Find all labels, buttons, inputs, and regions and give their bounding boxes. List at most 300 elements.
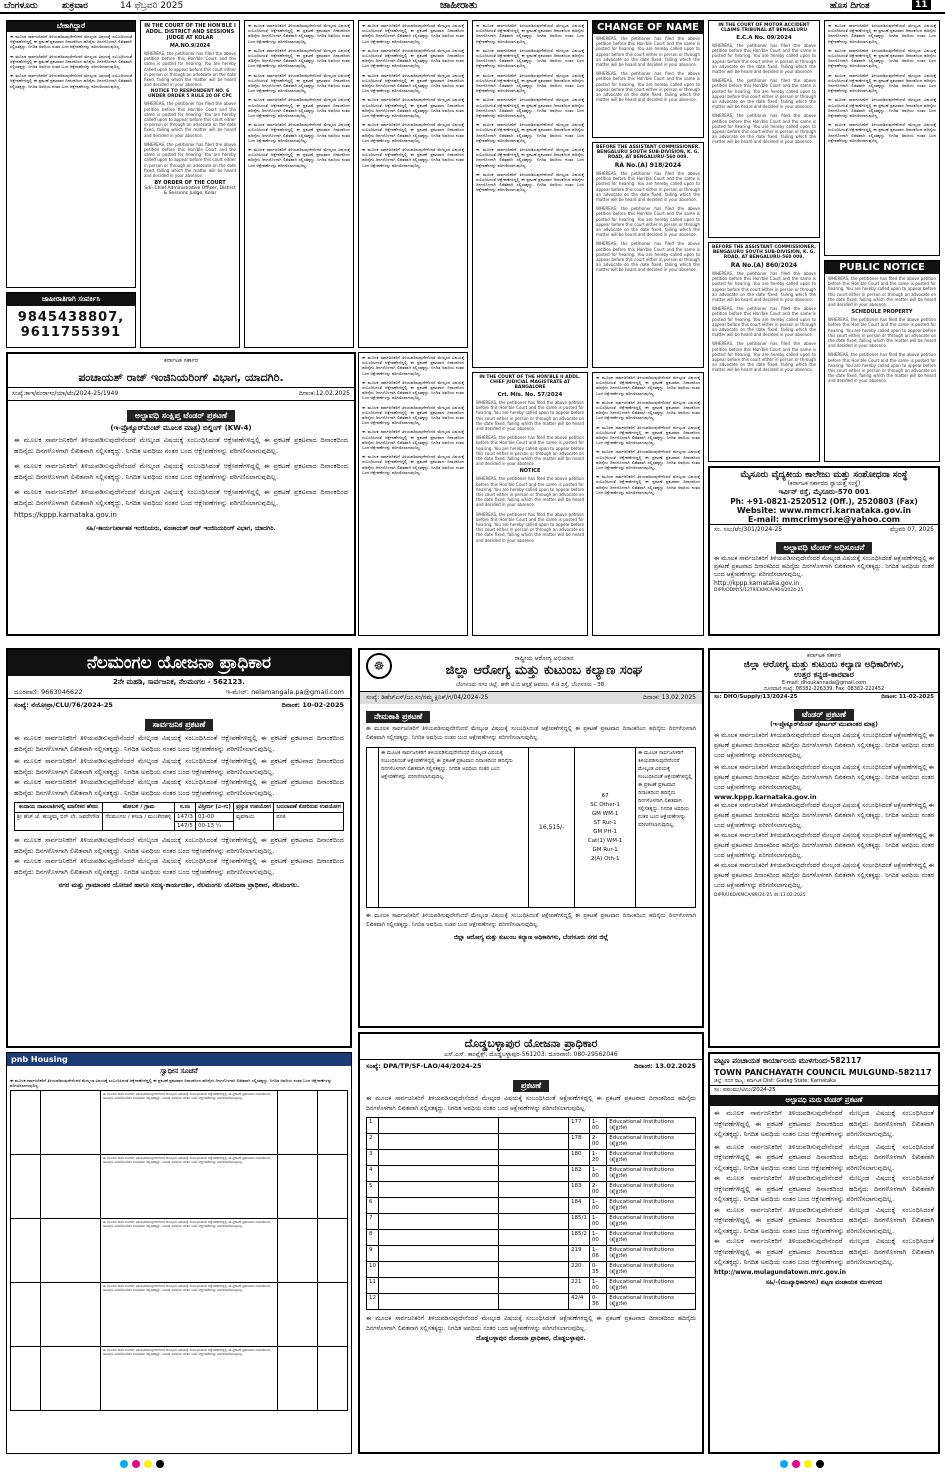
court-chief-notice [472, 372, 588, 636]
health-posts: 67 [601, 792, 609, 799]
col4-body-3: ಈ ಮೂಲಕ ಸಾರ್ವಜನಿಕರಿಗೆ ತಿಳಿಯಪಡಿಸುವುದೇನೆಂದರೆ ಮೇಲ್ಕಂಡ ವಿಷಯಕ್ಕೆ ಸಂಬಂಧಿಸಿದಂತೆ ಆಕ್ಷೇಪಣೆಗಳಿದ್ದಲ್ಲಿ ಈ ಪ್ರಕಟಣೆ ಪ್ರಕಟವಾದ ದಿನಾಂಕದಿಂದ ಹದಿನೈದು ದಿನಗಳೊಳಗಾಗಿ ಲಿಖಿತವಾಗಿ ಸಲ್ಲಿಸತಕ್ಕದ್ದು. ನಿಗದಿತ ಅವಧಿಯ ನಂತರ ಬಂದ ಆಕ್ಷೇಪಣೆಗಳನ್ನು ಪರಿಗಣಿಸಲಾಗುವುದಿಲ್ಲ. [362, 72, 464, 94]
pnb-title: ಸ್ವಾಧೀನ ಸೂಚನೆ [160, 1067, 198, 1075]
dba-area: 1-00 [589, 1278, 606, 1294]
nel-th-survey: ಸ.ನಂ [174, 803, 195, 813]
uk-body-3: ಈ ಮೂಲಕ ಸಾರ್ವಜನಿಕರಿಗೆ ತಿಳಿಯಪಡಿಸುವುದೇನೆಂದರೆ ಮೇಲ್ಕಂಡ ವಿಷಯಕ್ಕೆ ಸಂಬಂಧಿಸಿದಂತೆ ಆಕ್ಷೇಪಣೆಗಳಿದ್ದಲ್ಲಿ ಈ ಪ್ರಕಟಣೆ ಪ್ರಕಟವಾದ ದಿನಾಂಕದಿಂದ ಹದಿನೈದು ದಿನಗಳೊಳಗಾಗಿ ಲಿಖಿತವಾಗಿ ಸಲ್ಲಿಸತಕ್ಕದ್ದು. ನಿಗದಿತ ಅವಧಿಯ ನಂತರ ಬಂದ ಆಕ್ಷೇಪಣೆಗಳನ್ನು ಪರಿಗಣಿಸಲಾಗುವುದಿಲ್ಲ. [714, 802, 934, 829]
legal-notice-col5 [472, 20, 588, 368]
col8-body-4: ಈ ಮೂಲಕ ಸಾರ್ವಜನಿಕರಿಗೆ ತಿಳಿಯಪಡಿಸುವುದೇನೆಂದರೆ ಮೇಲ್ಕಂಡ ವಿಷಯಕ್ಕೆ ಸಂಬಂಧಿಸಿದಂತೆ ಆಕ್ಷೇಪಣೆಗಳಿದ್ದಲ್ಲಿ ಈ ಪ್ರಕಟಣೆ ಪ್ರಕಟವಾದ ದಿನಾಂಕದಿಂದ ಹದಿನೈದು ದಿನಗಳೊಳಗಾಗಿ ಲಿಖಿತವಾಗಿ ಸಲ್ಲಿಸತಕ್ಕದ್ದು. ನಿಗದಿತ ಅವಧಿಯ ನಂತರ ಬಂದ ಆಕ್ಷೇಪಣೆಗಳನ್ನು ಪರಿಗಣಿಸಲಾಗುವುದಿಲ್ಲ. [828, 97, 936, 119]
nel-addr: 2ನೇ ಮಹಡಿ, ಸಾರ್ವಜನಿಕ, ನೆಲಮಂಗಲ - 562123. [113, 678, 245, 686]
legal-notice-col3 [244, 20, 354, 348]
health-ref: ಸಂಖ್ಯೆ: ಡಿಹೆಚ್‌ಎಸ್/ಜಂ.ಸಂ/ನಮ್ಮ ಕ್ಲಿನಿಕ್/ಗ/04/2024-25 [366, 694, 489, 701]
nel-date: ದಿನಾಂಕ: 10-02-2025 [281, 701, 344, 709]
legal-notice-col4 [358, 20, 468, 348]
ads-phone-2: 9611755391 [20, 325, 122, 340]
col6l-body-2: ಈ ಮೂಲಕ ಸಾರ್ವಜನಿಕರಿಗೆ ತಿಳಿಯಪಡಿಸುವುದೇನೆಂದರೆ ಮೇಲ್ಕಂಡ ವಿಷಯಕ್ಕೆ ಸಂಬಂಧಿಸಿದಂತೆ ಆಕ್ಷೇಪಣೆಗಳಿದ್ದಲ್ಲಿ ಈ ಪ್ರಕಟಣೆ ಪ್ರಕಟವಾದ ದಿನಾಂಕದಿಂದ ಹದಿನೈದು ದಿನಗಳೊಳಗಾಗಿ ಲಿಖಿತವಾಗಿ ಸಲ್ಲಿಸತಕ್ಕದ್ದು. ನಿಗದಿತ ಅವಧಿಯ ನಂತರ ಬಂದ ಆಕ್ಷೇಪಣೆಗಳನ್ನು ಪರಿಗಣಿಸಲಾಗುವುದಿಲ್ಲ. [596, 399, 700, 421]
table-row [367, 1214, 696, 1230]
mmc-body: ಈ ಮೂಲಕ ಸಾರ್ವಜನಿಕರಿಗೆ ತಿಳಿಯಪಡಿಸುವುದೇನೆಂದರೆ ಮೇಲ್ಕಂಡ ವಿಷಯಕ್ಕೆ ಸಂಬಂಧಿಸಿದಂತೆ ಆಕ್ಷೇಪಣೆಗಳಿದ್ದಲ್ಲಿ ಈ ಪ್ರಕಟಣೆ ಪ್ರಕಟವಾದ ದಿನಾಂಕದಿಂದ ಹದಿನೈದು ದಿನಗಳೊಳಗಾಗಿ ಲಿಖಿತವಾಗಿ ಸಲ್ಲಿಸತಕ್ಕದ್ದು. ನಿಗದಿತ ಅವಧಿಯ ನಂತರ ಬಂದ ಆಕ್ಷೇಪಣೆಗಳನ್ನು ಪರಿಗಣಿಸಲಾಗುವುದಿಲ್ಲ. [714, 555, 934, 578]
dba-table [366, 1117, 696, 1310]
court-chief-notice-label: NOTICE [519, 468, 541, 475]
dba-row-no: 3 [367, 1150, 379, 1166]
asst-comm2-body-3: WHEREAS, the petitioner has filed the above petition before this Hon'ble Court and the same is posted for hearing. You are hereby called upon to appear before this court either in person or through an advocate on the date fixed, failing which the matter will be heard and decided in your absence. [712, 341, 816, 373]
dba-use: Educational Institutions (ಶೈಕ್ಷಣಿಕ) [607, 1294, 696, 1310]
col4-body-1: ಈ ಮೂಲಕ ಸಾರ್ವಜನಿಕರಿಗೆ ತಿಳಿಯಪಡಿಸುವುದೇನೆಂದರೆ ಮೇಲ್ಕಂಡ ವಿಷಯಕ್ಕೆ ಸಂಬಂಧಿಸಿದಂತೆ ಆಕ್ಷೇಪಣೆಗಳಿದ್ದಲ್ಲಿ ಈ ಪ್ರಕಟಣೆ ಪ್ರಕಟವಾದ ದಿನಾಂಕದಿಂದ ಹದಿನೈದು ದಿನಗಳೊಳಗಾಗಿ ಲಿಖಿತವಾಗಿ ಸಲ್ಲಿಸತಕ್ಕದ್ದು. ನಿಗದಿತ ಅವಧಿಯ ನಂತರ ಬಂದ ಆಕ್ಷೇಪಣೆಗಳನ್ನು ಪರಿಗಣಿಸಲಾಗುವುದಿಲ್ಲ. [362, 23, 464, 44]
mul-ref: ಸಂ: ಪಪಂಮು/ಟಿಎಂ/2024-25 [714, 1087, 776, 1093]
health-docs: ಈ ಮೂಲಕ ಸಾರ್ವಜನಿಕರಿಗೆ ತಿಳಿಯಪಡಿಸುವುದೇನೆಂದರೆ ಮೇಲ್ಕಂಡ ವಿಷಯಕ್ಕೆ ಸಂಬಂಧಿಸಿದಂತೆ ಆಕ್ಷೇಪಣೆಗಳಿದ್ದಲ್ಲಿ ಈ ಪ್ರಕಟಣೆ ಪ್ರಕಟವಾದ ದಿನಾಂಕದಿಂದ ಹದಿನೈದು ದಿನಗಳೊಳಗಾಗಿ ಲಿಖಿತವಾಗಿ ಸಲ್ಲಿಸತಕ್ಕದ್ದು. ನಿಗದಿತ ಅವಧಿಯ ನಂತರ ಬಂದ ಆಕ್ಷೇಪಣೆಗಳನ್ನು ಪರಿಗಣಿಸಲಾಗುವುದಿಲ್ಲ. [638, 750, 692, 828]
col4-body-6: ಈ ಮೂಲಕ ಸಾರ್ವಜನಿಕರಿಗೆ ತಿಳಿಯಪಡಿಸುವುದೇನೆಂದರೆ ಮೇಲ್ಕಂಡ ವಿಷಯಕ್ಕೆ ಸಂಬಂಧಿಸಿದಂತೆ ಆಕ್ಷೇಪಣೆಗಳಿದ್ದಲ್ಲಿ ಈ ಪ್ರಕಟಣೆ ಪ್ರಕಟವಾದ ದಿನಾಂಕದಿಂದ ಹದಿನೈದು ದಿನಗಳೊಳಗಾಗಿ ಲಿಖಿತವಾಗಿ ಸಲ್ಲಿಸತಕ್ಕದ್ದು. ನಿಗದಿತ ಅವಧಿಯ ನಂತರ ಬಂದ ಆಕ್ಷೇಪಣೆಗಳನ್ನು ಪರಿಗಣಿಸಲಾಗುವುದಿಲ್ಲ. [362, 147, 464, 168]
table-row [11, 1155, 348, 1219]
dba-area: 1-20 [589, 1150, 606, 1166]
health-reserve-6: 2(A) Oth-1 [590, 855, 620, 862]
missing-body-2: ಈ ಮೂಲಕ ಸಾರ್ವಜನಿಕರಿಗೆ ತಿಳಿಯಪಡಿಸುವುದೇನೆಂದರೆ ಮೇಲ್ಕಂಡ ವಿಷಯಕ್ಕೆ ಸಂಬಂಧಿಸಿದಂತೆ ಆಕ್ಷೇಪಣೆಗಳಿದ್ದಲ್ಲಿ ಈ ಪ್ರಕಟಣೆ ಪ್ರಕಟವಾದ ದಿನಾಂಕದಿಂದ ಹದಿನೈದು ದಿನಗಳೊಳಗಾಗಿ ಲಿಖಿತವಾಗಿ ಸಲ್ಲಿಸತಕ್ಕದ್ದು. ನಿಗದಿತ ಅವಧಿಯ ನಂತರ ಬಂದ ಆಕ್ಷೇಪಣೆಗಳನ್ನು ಪರಿಗಣಿಸಲಾಗುವುದಿಲ್ಲ. [10, 53, 132, 70]
court-chief-body-2: WHEREAS, the petitioner has filed the above petition before this Hon'ble Court and the same is posted for hearing. You are hereby called upon to appear before this court either in person or through an advocate on the date fixed, failing which the matter will be heard and decided in your absence. [476, 435, 584, 467]
nel-th-owner: ಕಂದಾಯ ದಾಖಲಾತಿಗಳಲ್ಲಿ ಮಾಲೀಕರ ಹೆಸರು [15, 803, 103, 813]
header-city: ಬೆಂಗಳೂರು [4, 1, 38, 11]
nel-body-2: ಈ ಮೂಲಕ ಸಾರ್ವಜನಿಕರಿಗೆ ತಿಳಿಯಪಡಿಸುವುದೇನೆಂದರೆ ಮೇಲ್ಕಂಡ ವಿಷಯಕ್ಕೆ ಸಂಬಂಧಿಸಿದಂತೆ ಆಕ್ಷೇಪಣೆಗಳಿದ್ದಲ್ಲಿ ಈ ಪ್ರಕಟಣೆ ಪ್ರಕಟವಾದ ದಿನಾಂಕದಿಂದ ಹದಿನೈದು ದಿನಗಳೊಳಗಾಗಿ ಲಿಖಿತವಾಗಿ ಸಲ್ಲಿಸತಕ್ಕದ್ದು. ನಿಗದಿತ ಅವಧಿಯ ನಂತರ ಬಂದ ಆಕ್ಷೇಪಣೆಗಳನ್ನು ಪರಿಗಣಿಸಲಾಗುವುದಿಲ್ಲ. [14, 757, 344, 776]
header-paper: ಹೊಸ ದಿಗಂತ [830, 1, 870, 11]
uk-body-4: ಈ ಮೂಲಕ ಸಾರ್ವಜನಿಕರಿಗೆ ತಿಳಿಯಪಡಿಸುವುದೇನೆಂದರೆ ಮೇಲ್ಕಂಡ ವಿಷಯಕ್ಕೆ ಸಂಬಂಧಿಸಿದಂತೆ ಆಕ್ಷೇಪಣೆಗಳಿದ್ದಲ್ಲಿ ಈ ಪ್ರಕಟಣೆ ಪ್ರಕಟವಾದ ದಿನಾಂಕದಿಂದ ಹದಿನೈದು ದಿನಗಳೊಳಗಾಗಿ ಲಿಖಿತವಾಗಿ ಸಲ್ಲಿಸತಕ್ಕದ್ದು. ನಿಗದಿತ ಅವಧಿಯ ನಂತರ ಬಂದ ಆಕ್ಷೇಪಣೆಗಳನ್ನು ಪರಿಗಣಿಸಲಾಗುವುದಿಲ್ಲ. [714, 832, 934, 859]
mmc-date: ಫೆಬ್ರವರಿ 07, 2025 [889, 526, 934, 533]
magenta-reg-mark-2-icon [792, 1460, 800, 1468]
table-row [367, 1198, 696, 1214]
col6l-body-1: ಈ ಮೂಲಕ ಸಾರ್ವಜನಿಕರಿಗೆ ತಿಳಿಯಪಡಿಸುವುದೇನೆಂದರೆ ಮೇಲ್ಕಂಡ ವಿಷಯಕ್ಕೆ ಸಂಬಂಧಿಸಿದಂತೆ ಆಕ್ಷೇಪಣೆಗಳಿದ್ದಲ್ಲಿ ಈ ಪ್ರಕಟಣೆ ಪ್ರಕಟವಾದ ದಿನಾಂಕದಿಂದ ಹದಿನೈದು ದಿನಗಳೊಳಗಾಗಿ ಲಿಖಿತವಾಗಿ ಸಲ್ಲಿಸತಕ್ಕದ್ದು. ನಿಗದಿತ ಅವಧಿಯ ನಂತರ ಬಂದ ಆಕ್ಷೇಪಣೆಗಳನ್ನು ಪರಿಗಣಿಸಲಾಗುವುದಿಲ್ಲ. [596, 375, 700, 396]
uk-body: ಈ ಮೂಲಕ ಸಾರ್ವಜನಿಕರಿಗೆ ತಿಳಿಯಪಡಿಸುವುದೇನೆಂದರೆ ಮೇಲ್ಕಂಡ ವಿಷಯಕ್ಕೆ ಸಂಬಂಧಿಸಿದಂತೆ ಆಕ್ಷೇಪಣೆಗಳಿದ್ದಲ್ಲಿ ಈ ಪ್ರಕಟಣೆ ಪ್ರಕಟವಾದ ದಿನಾಂಕದಿಂದ ಹದಿನೈದು ದಿನಗಳೊಳಗಾಗಿ ಲಿಖಿತವಾಗಿ ಸಲ್ಲಿಸತಕ್ಕದ್ದು. ನಿಗದಿತ ಅವಧಿಯ ನಂತರ ಬಂದ ಆಕ್ಷೇಪಣೆಗಳನ್ನು ಪರಿಗಣಿಸಲಾಗುವುದಿಲ್ಲ. [714, 732, 934, 759]
health-title: ಜಿಲ್ಲಾ ಆರೋಗ್ಯ ಮತ್ತು ಕುಟುಂಬ ಕಲ್ಯಾಣ ಸಂಘ [445, 662, 643, 678]
nelamangala-planning-notice [6, 648, 352, 1048]
header-day: ಶುಕ್ರವಾರ [62, 1, 88, 11]
dba-row-no: 7 [367, 1214, 379, 1230]
table-row [367, 1134, 696, 1150]
missing-body-3: ಈ ಮೂಲಕ ಸಾರ್ವಜನಿಕರಿಗೆ ತಿಳಿಯಪಡಿಸುವುದೇನೆಂದರೆ ಮೇಲ್ಕಂಡ ವಿಷಯಕ್ಕೆ ಸಂಬಂಧಿಸಿದಂತೆ ಆಕ್ಷೇಪಣೆಗಳಿದ್ದಲ್ಲಿ ಈ ಪ್ರಕಟಣೆ ಪ್ರಕಟವಾದ ದಿನಾಂಕದಿಂದ ಹದಿನೈದು ದಿನಗಳೊಳಗಾಗಿ ಲಿಖಿತವಾಗಿ ಸಲ್ಲಿಸತಕ್ಕದ್ದು. ನಿಗದಿತ ಅವಧಿಯ ನಂತರ ಬಂದ ಆಕ್ಷೇಪಣೆಗಳನ್ನು ಪರಿಗಣಿಸಲಾಗುವುದಿಲ್ಲ. [10, 73, 132, 89]
nel-proposed: ವಸತಿ [274, 813, 344, 831]
court-kolar-sign: Sd/- Chief Administrative Officer, District & Sessions Judge, Kolar [144, 186, 236, 197]
pnb-row-2: ಈ ಮೂಲಕ ಸಾರ್ವಜನಿಕರಿಗೆ ತಿಳಿಯಪಡಿಸುವುದೇನೆಂದರೆ ಮೇಲ್ಕಂಡ ವಿಷಯಕ್ಕೆ ಸಂಬಂಧಿಸಿದಂತೆ ಆಕ್ಷೇಪಣೆಗಳಿದ್ದಲ್ಲಿ ಈ ಪ್ರಕಟಣೆ ಪ್ರಕಟವಾದ ದಿನಾಂಕದಿಂದ ಹದಿನೈದು ದಿನಗಳೊಳಗಾಗಿ ಲಿಖಿತವಾಗಿ ಸಲ್ಲಿಸತಕ್ಕದ್ದು. ನಿಗದಿತ ಅವಧಿಯ ನಂತರ ಬಂದ ಆಕ್ಷೇಪಣೆಗಳನ್ನು ಪರಿಗಣಿಸಲಾಗುವುದಿಲ್ಲ. [103, 1156, 271, 1164]
ads-phone-1: 9845438807, [17, 310, 125, 325]
black-reg-mark-2-icon [816, 1460, 824, 1468]
court-kolar-notice: NOTICE TO RESPONDENT NO. 6 UNDER ORDER 5 RULE 20 OF CPC [148, 89, 232, 100]
table-row [367, 1118, 696, 1134]
pr-url[interactable]: https://kppp.karnataka.gov.in [14, 511, 117, 519]
dba-row-no: 8 [367, 1230, 379, 1246]
mmc-ref: ಸಂ. ಸಲು/ಟೆಂ/301/2024-25 [714, 526, 783, 533]
col4-body-2: ಈ ಮೂಲಕ ಸಾರ್ವಜನಿಕರಿಗೆ ತಿಳಿಯಪಡಿಸುವುದೇನೆಂದರೆ ಮೇಲ್ಕಂಡ ವಿಷಯಕ್ಕೆ ಸಂಬಂಧಿಸಿದಂತೆ ಆಕ್ಷೇಪಣೆಗಳಿದ್ದಲ್ಲಿ ಈ ಪ್ರಕಟಣೆ ಪ್ರಕಟವಾದ ದಿನಾಂಕದಿಂದ ಹದಿನೈದು ದಿನಗಳೊಳಗಾಗಿ ಲಿಖಿತವಾಗಿ ಸಲ್ಲಿಸತಕ್ಕದ್ದು. ನಿಗದಿತ ಅವಧಿಯ ನಂತರ ಬಂದ ಆಕ್ಷೇಪಣೆಗಳನ್ನು ಪರಿಗಣಿಸಲಾಗುವುದಿಲ್ಲ. [362, 47, 464, 69]
dba-area: 1-00 [589, 1230, 606, 1246]
pnb-row-1: ಈ ಮೂಲಕ ಸಾರ್ವಜನಿಕರಿಗೆ ತಿಳಿಯಪಡಿಸುವುದೇನೆಂದರೆ ಮೇಲ್ಕಂಡ ವಿಷಯಕ್ಕೆ ಸಂಬಂಧಿಸಿದಂತೆ ಆಕ್ಷೇಪಣೆಗಳಿದ್ದಲ್ಲಿ ಈ ಪ್ರಕಟಣೆ ಪ್ರಕಟವಾದ ದಿನಾಂಕದಿಂದ ಹದಿನೈದು ದಿನಗಳೊಳಗಾಗಿ ಲಿಖಿತವಾಗಿ ಸಲ್ಲಿಸತಕ್ಕದ್ದು. ನಿಗದಿತ ಅವಧಿಯ ನಂತರ ಬಂದ ಆಕ್ಷೇಪಣೆಗಳನ್ನು ಪರಿಗಣಿಸಲಾಗುವುದಿಲ್ಲ. [103, 1092, 271, 1100]
health-salary: 16,515/- [529, 748, 575, 908]
uk-email[interactable]: E-mail: dhoukannada@gmail.com [781, 680, 867, 686]
public-notice-schedule: SCHEDULE PROPERTY [851, 309, 913, 316]
col8-body-5: ಈ ಮೂಲಕ ಸಾರ್ವಜನಿಕರಿಗೆ ತಿಳಿಯಪಡಿಸುವುದೇನೆಂದರೆ ಮೇಲ್ಕಂಡ ವಿಷಯಕ್ಕೆ ಸಂಬಂಧಿಸಿದಂತೆ ಆಕ್ಷೇಪಣೆಗಳಿದ್ದಲ್ಲಿ ಈ ಪ್ರಕಟಣೆ ಪ್ರಕಟವಾದ ದಿನಾಂಕದಿಂದ ಹದಿನೈದು ದಿನಗಳೊಳಗಾಗಿ ಲಿಖಿತವಾಗಿ ಸಲ್ಲಿಸತಕ್ಕದ್ದು. ನಿಗದಿತ ಅವಧಿಯ ನಂತರ ಬಂದ ಆಕ್ಷೇಪಣೆಗಳನ್ನು ಪರಿಗಣಿಸಲಾಗುವುದಿಲ್ಲ. [828, 122, 936, 143]
dba-date: ದಿನಾಂಕ: 13.02.2025 [634, 1062, 696, 1070]
pr-banner: ಅಲ್ಪಾವಧಿ ಸಂಕ್ಷಿಪ್ತ ಟೆಂಡರ್ ಪ್ರಕಟಣೆ [127, 410, 235, 422]
yellow-reg-mark-2-icon [804, 1460, 812, 1468]
dba-row-no: 6 [367, 1198, 379, 1214]
health-recruitment-notice [358, 648, 704, 1028]
col5-body-5: ಈ ಮೂಲಕ ಸಾರ್ವಜನಿಕರಿಗೆ ತಿಳಿಯಪಡಿಸುವುದೇನೆಂದರೆ ಮೇಲ್ಕಂಡ ವಿಷಯಕ್ಕೆ ಸಂಬಂಧಿಸಿದಂತೆ ಆಕ್ಷೇಪಣೆಗಳಿದ್ದಲ್ಲಿ ಈ ಪ್ರಕಟಣೆ ಪ್ರಕಟವಾದ ದಿನಾಂಕದಿಂದ ಹದಿನೈದು ದಿನಗಳೊಳಗಾಗಿ ಲಿಖಿತವಾಗಿ ಸಲ್ಲಿಸತಕ್ಕದ್ದು. ನಿಗದಿತ ಅವಧಿಯ ನಂತರ ಬಂದ ಆಕ್ಷೇಪಣೆಗಳನ್ನು ಪರಿಗಣಿಸಲಾಗುವುದಿಲ್ಲ. [476, 122, 584, 143]
uk-ref: ಸಂ: DHO/Supply/13/2024-25 [714, 694, 798, 700]
dba-use: Educational Institutions (ಶೈಕ್ಷಣಿಕ) [607, 1182, 696, 1198]
mmc-dipr: DIPR/DDMYS/1279/EKMCA/904/2024-25 [714, 588, 804, 593]
dba-area: 0-36 [589, 1294, 606, 1310]
health-reserve-2: ST Rur-1 [593, 819, 617, 826]
asst-commissioner-notice-2 [708, 242, 820, 462]
dba-title: ದೊಡ್ಡಬಳ್ಳಾಪುರ ಯೋಜನಾ ಪ್ರಾಧಿಕಾರ [464, 1037, 598, 1050]
uk-gov: ಕರ್ನಾಟಕ ಸರ್ಕಾರ [806, 652, 842, 659]
change-of-name-title: CHANGE OF NAME [593, 21, 703, 34]
dba-ref: ಸಂಖ್ಯೆ: DPA/TP/SF-LAO/44/2024-25 [366, 1062, 482, 1070]
pr-body-3: ಈ ಮೂಲಕ ಸಾರ್ವಜನಿಕರಿಗೆ ತಿಳಿಯಪಡಿಸುವುದೇನೆಂದರೆ ಮೇಲ್ಕಂಡ ವಿಷಯಕ್ಕೆ ಸಂಬಂಧಿಸಿದಂತೆ ಆಕ್ಷೇಪಣೆಗಳಿದ್ದಲ್ಲಿ ಈ ಪ್ರಕಟಣೆ ಪ್ರಕಟವಾದ ದಿನಾಂಕದಿಂದ ಹದಿನೈದು ದಿನಗಳೊಳಗಾಗಿ ಲಿಖಿತವಾಗಿ ಸಲ್ಲಿಸತಕ್ಕದ್ದು. ನಿಗದಿತ ಅವಧಿಯ ನಂತರ ಬಂದ ಆಕ್ಷೇಪಣೆಗಳನ್ನು ಪರಿಗಣಿಸಲಾಗುವುದಿಲ್ಲ. [14, 488, 348, 507]
public-notice [824, 260, 940, 462]
health-body-2: ಈ ಮೂಲಕ ಸಾರ್ವಜನಿಕರಿಗೆ ತಿಳಿಯಪಡಿಸುವುದೇನೆಂದರೆ ಮೇಲ್ಕಂಡ ವಿಷಯಕ್ಕೆ ಸಂಬಂಧಿಸಿದಂತೆ ಆಕ್ಷೇಪಣೆಗಳಿದ್ದಲ್ಲಿ ಈ ಪ್ರಕಟಣೆ ಪ್ರಕಟವಾದ ದಿನಾಂಕದಿಂದ ಹದಿನೈದು ದಿನಗಳೊಳಗಾಗಿ ಲಿಖಿತವಾಗಿ ಸಲ್ಲಿಸತಕ್ಕದ್ದು. ನಿಗದಿತ ಅವಧಿಯ ನಂತರ ಬಂದ ಆಕ್ಷೇಪಣೆಗಳನ್ನು ಪರಿಗಣಿಸಲಾಗುವುದಿಲ್ಲ. [366, 913, 696, 928]
nel-survey-2: 147/5 [174, 822, 195, 831]
col4l-body-4: ಈ ಮೂಲಕ ಸಾರ್ವಜನಿಕರಿಗೆ ತಿಳಿಯಪಡಿಸುವುದೇನೆಂದರೆ ಮೇಲ್ಕಂಡ ವಿಷಯಕ್ಕೆ ಸಂಬಂಧಿಸಿದಂತೆ ಆಕ್ಷೇಪಣೆಗಳಿದ್ದಲ್ಲಿ ಈ ಪ್ರಕಟಣೆ ಪ್ರಕಟವಾದ ದಿನಾಂಕದಿಂದ ಹದಿನೈದು ದಿನಗಳೊಳಗಾಗಿ ಲಿಖಿತವಾಗಿ ಸಲ್ಲಿಸತಕ್ಕದ್ದು. ನಿಗದಿತ ಅವಧಿಯ ನಂತರ ಬಂದ ಆಕ್ಷೇಪಣೆಗಳನ್ನು ಪರಿಗಣಿಸಲಾಗುವುದಿಲ್ಲ. [362, 429, 464, 451]
nel-th-proposed: ಬದಲಾವಣೆ ಕೋರಿರುವ ಉಪಯೋಗ [274, 803, 344, 813]
pr-gov: ಕರ್ನಾಟಕ ಸರ್ಕಾರ [163, 357, 199, 364]
mul-body-5: ಈ ಮೂಲಕ ಸಾರ್ವಜನಿಕರಿಗೆ ತಿಳಿಯಪಡಿಸುವುದೇನೆಂದರೆ ಮೇಲ್ಕಂಡ ವಿಷಯಕ್ಕೆ ಸಂಬಂಧಿಸಿದಂತೆ ಆಕ್ಷೇಪಣೆಗಳಿದ್ದಲ್ಲಿ ಈ ಪ್ರಕಟಣೆ ಪ್ರಕಟವಾದ ದಿನಾಂಕದಿಂದ ಹದಿನೈದು ದಿನಗಳೊಳಗಾಗಿ ಲಿಖಿತವಾಗಿ ಸಲ್ಲಿಸತಕ್ಕದ್ದು. ನಿಗದಿತ ಅವಧಿಯ ನಂತರ ಬಂದ ಆಕ್ಷೇಪಣೆಗಳನ್ನು ಪರಿಗಣಿಸಲಾಗುವುದಿಲ್ಲ. [714, 1237, 934, 1266]
uk-body-5: ಈ ಮೂಲಕ ಸಾರ್ವಜನಿಕರಿಗೆ ತಿಳಿಯಪಡಿಸುವುದೇನೆಂದರೆ ಮೇಲ್ಕಂಡ ವಿಷಯಕ್ಕೆ ಸಂಬಂಧಿಸಿದಂತೆ ಆಕ್ಷೇಪಣೆಗಳಿದ್ದಲ್ಲಿ ಈ ಪ್ರಕಟಣೆ ಪ್ರಕಟವಾದ ದಿನಾಂಕದಿಂದ ಹದಿನೈದು ದಿನಗಳೊಳಗಾಗಿ ಲಿಖಿತವಾಗಿ ಸಲ್ಲಿಸತಕ್ಕದ್ದು. ನಿಗದಿತ ಅವಧಿಯ ನಂತರ ಬಂದ ಆಕ್ಷೇಪಣೆಗಳನ್ನು ಪರಿಗಣಿಸಲಾಗುವುದಿಲ್ಲ. [714, 862, 934, 889]
ads-contact-box [6, 292, 136, 348]
table-row [367, 1246, 696, 1262]
dba-use: Educational Institutions (ಶೈಕ್ಷಣಿಕ) [607, 1118, 696, 1134]
legal-notice-col4-lower [358, 352, 468, 636]
nel-banner: ಸಾರ್ವಜನಿಕ ಪ್ರಕಟಣೆ [145, 719, 214, 731]
dba-row-no: 4 [367, 1166, 379, 1182]
mul-body-2: ಈ ಮೂಲಕ ಸಾರ್ವಜನಿಕರಿಗೆ ತಿಳಿಯಪಡಿಸುವುದೇನೆಂದರೆ ಮೇಲ್ಕಂಡ ವಿಷಯಕ್ಕೆ ಸಂಬಂಧಿಸಿದಂತೆ ಆಕ್ಷೇಪಣೆಗಳಿದ್ದಲ್ಲಿ ಈ ಪ್ರಕಟಣೆ ಪ್ರಕಟವಾದ ದಿನಾಂಕದಿಂದ ಹದಿನೈದು ದಿನಗಳೊಳಗಾಗಿ ಲಿಖಿತವಾಗಿ ಸಲ್ಲಿಸತಕ್ಕದ್ದು. ನಿಗದಿತ ಅವಧಿಯ ನಂತರ ಬಂದ ಆಕ್ಷೇಪಣೆಗಳನ್ನು ಪರಿಗಣಿಸಲಾಗುವುದಿಲ್ಲ. [714, 1142, 934, 1172]
mul-title-en: TOWN PANCHAYATH COUNCIL MULGUND-582117 [714, 1068, 932, 1077]
dba-use: Educational Institutions (ಶೈಕ್ಷಣಿಕ) [607, 1230, 696, 1246]
dba-body: ಈ ಮೂಲಕ ಸಾರ್ವಜನಿಕರಿಗೆ ತಿಳಿಯಪಡಿಸುವುದೇನೆಂದರೆ ಮೇಲ್ಕಂಡ ವಿಷಯಕ್ಕೆ ಸಂಬಂಧಿಸಿದಂತೆ ಆಕ್ಷೇಪಣೆಗಳಿದ್ದಲ್ಲಿ ಈ ಪ್ರಕಟಣೆ ಪ್ರಕಟವಾದ ದಿನಾಂಕದಿಂದ ಹದಿನೈದು ದಿನಗಳೊಳಗಾಗಿ ಲಿಖಿತವಾಗಿ ಸಲ್ಲಿಸತಕ್ಕದ್ದು. ನಿಗದಿತ ಅವಧಿಯ ನಂತರ ಬಂದ ಆಕ್ಷೇಪಣೆಗಳನ್ನು ಪರಿಗಣಿಸಲಾಗುವುದಿಲ್ಲ. [366, 1095, 696, 1112]
health-reserve-0: SC Other-1 [590, 801, 621, 808]
health-reserve-5: GM Rur-1 [592, 846, 618, 853]
asst-comm2-case: RA No.(A) 860/2024 [730, 262, 798, 269]
mact-court-notice [708, 20, 820, 238]
asst-comm1-body-2: WHEREAS, the petitioner has filed the above petition before this Hon'ble Court and the same is posted for hearing. You are hereby called upon to appear before this court either in person or through an advocate on the date fixed, failing which the matter will be heard and decided in your absence. [596, 206, 700, 238]
court-chief-title: IN THE COURT OF THE HON'BLE II ADDL. CHIEF JUDICIAL MAGISTRATE AT BANGALORE [479, 375, 581, 390]
table-row [11, 1347, 348, 1411]
nel-body-5: ಈ ಮೂಲಕ ಸಾರ್ವಜನಿಕರಿಗೆ ತಿಳಿಯಪಡಿಸುವುದೇನೆಂದರೆ ಮೇಲ್ಕಂಡ ವಿಷಯಕ್ಕೆ ಸಂಬಂಧಿಸಿದಂತೆ ಆಕ್ಷೇಪಣೆಗಳಿದ್ದಲ್ಲಿ ಈ ಪ್ರಕಟಣೆ ಪ್ರಕಟವಾದ ದಿನಾಂಕದಿಂದ ಹದಿನೈದು ದಿನಗಳೊಳಗಾಗಿ ಲಿಖಿತವಾಗಿ ಸಲ್ಲಿಸತಕ್ಕದ್ದು. ನಿಗದಿತ ಅವಧಿಯ ನಂತರ ಬಂದ ಆಕ್ಷೇಪಣೆಗಳನ್ನು ಪರಿಗಣಿಸಲಾಗುವುದಿಲ್ಲ. [14, 857, 344, 876]
dba-survey-no: 177 [569, 1118, 590, 1134]
col5-body-2: ಈ ಮೂಲಕ ಸಾರ್ವಜನಿಕರಿಗೆ ತಿಳಿಯಪಡಿಸುವುದೇನೆಂದರೆ ಮೇಲ್ಕಂಡ ವಿಷಯಕ್ಕೆ ಸಂಬಂಧಿಸಿದಂತೆ ಆಕ್ಷೇಪಣೆಗಳಿದ್ದಲ್ಲಿ ಈ ಪ್ರಕಟಣೆ ಪ್ರಕಟವಾದ ದಿನಾಂಕದಿಂದ ಹದಿನೈದು ದಿನಗಳೊಳಗಾಗಿ ಲಿಖಿತವಾಗಿ ಸಲ್ಲಿಸತಕ್ಕದ್ದು. ನಿಗದಿತ ಅವಧಿಯ ನಂತರ ಬಂದ ಆಕ್ಷೇಪಣೆಗಳನ್ನು ಪರಿಗಣಿಸಲಾಗುವುದಿಲ್ಲ. [476, 47, 584, 69]
col5-body-6: ಈ ಮೂಲಕ ಸಾರ್ವಜನಿಕರಿಗೆ ತಿಳಿಯಪಡಿಸುವುದೇನೆಂದರೆ ಮೇಲ್ಕಂಡ ವಿಷಯಕ್ಕೆ ಸಂಬಂಧಿಸಿದಂತೆ ಆಕ್ಷೇಪಣೆಗಳಿದ್ದಲ್ಲಿ ಈ ಪ್ರಕಟಣೆ ಪ್ರಕಟವಾದ ದಿನಾಂಕದಿಂದ ಹದಿನೈದು ದಿನಗಳೊಳಗಾಗಿ ಲಿಖಿತವಾಗಿ ಸಲ್ಲಿಸತಕ್ಕದ್ದು. ನಿಗದಿತ ಅವಧಿಯ ನಂತರ ಬಂದ ಆಕ್ಷೇಪಣೆಗಳನ್ನು ಪರಿಗಣಿಸಲಾಗುವುದಿಲ್ಲ. [476, 147, 584, 168]
uk-phone: ದೂರವಾಣಿ ಸಂಖ್ಯೆ: 08382-226339, Fax: 08382-222452 [763, 686, 885, 692]
pnb-row-3: ಈ ಮೂಲಕ ಸಾರ್ವಜನಿಕರಿಗೆ ತಿಳಿಯಪಡಿಸುವುದೇನೆಂದರೆ ಮೇಲ್ಕಂಡ ವಿಷಯಕ್ಕೆ ಸಂಬಂಧಿಸಿದಂತೆ ಆಕ್ಷೇಪಣೆಗಳಿದ್ದಲ್ಲಿ ಈ ಪ್ರಕಟಣೆ ಪ್ರಕಟವಾದ ದಿನಾಂಕದಿಂದ ಹದಿನೈದು ದಿನಗಳೊಳಗಾಗಿ ಲಿಖಿತವಾಗಿ ಸಲ್ಲಿಸತಕ್ಕದ್ದು. ನಿಗದಿತ ಅವಧಿಯ ನಂತರ ಬಂದ ಆಕ್ಷೇಪಣೆಗಳನ್ನು ಪರಿಗಣಿಸಲಾಗುವುದಿಲ್ಲ. [103, 1220, 271, 1228]
asst-comm1-body: WHEREAS, the petitioner has filed the above petition before this Hon'ble Court and the same is posted for hearing. You are hereby called upon to appear before this court either in person or through an advocate on the date fixed, failing which the matter will be heard and decided in your absence. [596, 171, 700, 203]
dba-survey-no: 185/1 [569, 1214, 590, 1230]
dba-body-2: ಈ ಮೂಲಕ ಸಾರ್ವಜನಿಕರಿಗೆ ತಿಳಿಯಪಡಿಸುವುದೇನೆಂದರೆ ಮೇಲ್ಕಂಡ ವಿಷಯಕ್ಕೆ ಸಂಬಂಧಿಸಿದಂತೆ ಆಕ್ಷೇಪಣೆಗಳಿದ್ದಲ್ಲಿ ಈ ಪ್ರಕಟಣೆ ಪ್ರಕಟವಾದ ದಿನಾಂಕದಿಂದ ಹದಿನೈದು ದಿನಗಳೊಳಗಾಗಿ ಲಿಖಿತವಾಗಿ ಸಲ್ಲಿಸತಕ್ಕದ್ದು. ನಿಗದಿತ ಅವಧಿಯ ನಂತರ ಬಂದ ಆಕ್ಷೇಪಣೆಗಳನ್ನು ಪರಿಗಣಿಸಲಾಗುವುದಿಲ್ಲ. [366, 1315, 696, 1332]
dba-sign: ದೊಡ್ಡಬಳ್ಳಾಪುರ ಯೋಜನಾ ಪ್ರಾಧಿಕಾರ, ದೊಡ್ಡಬಳ್ಳಾಪುರ. [476, 1335, 586, 1342]
court-kolar-title: IN THE COURT OF THE HON'BLE I ADDL. DISTRICT AND SESSIONS JUDGE AT KOLAR [144, 23, 236, 41]
header-page-no: 11 [912, 0, 931, 10]
pnb-row-5: ಈ ಮೂಲಕ ಸಾರ್ವಜನಿಕರಿಗೆ ತಿಳಿಯಪಡಿಸುವುದೇನೆಂದರೆ ಮೇಲ್ಕಂಡ ವಿಷಯಕ್ಕೆ ಸಂಬಂಧಿಸಿದಂತೆ ಆಕ್ಷೇಪಣೆಗಳಿದ್ದಲ್ಲಿ ಈ ಪ್ರಕಟಣೆ ಪ್ರಕಟವಾದ ದಿನಾಂಕದಿಂದ ಹದಿನೈದು ದಿನಗಳೊಳಗಾಗಿ ಲಿಖಿತವಾಗಿ ಸಲ್ಲಿಸತಕ್ಕದ್ದು. ನಿಗದಿತ ಅವಧಿಯ ನಂತರ ಬಂದ ಆಕ್ಷೇಪಣೆಗಳನ್ನು ಪರಿಗಣಿಸಲಾಗುವುದಿಲ್ಲ. [103, 1348, 271, 1356]
dba-survey-no: 180 [569, 1150, 590, 1166]
change-of-name-notice [592, 20, 704, 138]
dba-row-no: 5 [367, 1182, 379, 1198]
pr-body-2: ಈ ಮೂಲಕ ಸಾರ್ವಜನಿಕರಿಗೆ ತಿಳಿಯಪಡಿಸುವುದೇನೆಂದರೆ ಮೇಲ್ಕಂಡ ವಿಷಯಕ್ಕೆ ಸಂಬಂಧಿಸಿದಂತೆ ಆಕ್ಷೇಪಣೆಗಳಿದ್ದಲ್ಲಿ ಈ ಪ್ರಕಟಣೆ ಪ್ರಕಟವಾದ ದಿನಾಂಕದಿಂದ ಹದಿನೈದು ದಿನಗಳೊಳಗಾಗಿ ಲಿಖಿತವಾಗಿ ಸಲ್ಲಿಸತಕ್ಕದ್ದು. ನಿಗದಿತ ಅವಧಿಯ ನಂತರ ಬಂದ ಆಕ್ಷೇಪಣೆಗಳನ್ನು ಪರಿಗಣಿಸಲಾಗುವುದಿಲ್ಲ. [14, 462, 348, 481]
health-reserve-1: GM WM-1 [591, 810, 619, 817]
dba-use: Educational Institutions (ಶೈಕ್ಷಣಿಕ) [607, 1166, 696, 1182]
karnataka-emblem-icon: ☸ [366, 653, 392, 679]
uk-sub: ಉತ್ತರ ಕನ್ನಡ-ಕಾರವಾರ [794, 670, 854, 679]
health-qual: ಈ ಮೂಲಕ ಸಾರ್ವಜನಿಕರಿಗೆ ತಿಳಿಯಪಡಿಸುವುದೇನೆಂದರೆ ಮೇಲ್ಕಂಡ ವಿಷಯಕ್ಕೆ ಸಂಬಂಧಿಸಿದಂತೆ ಆಕ್ಷೇಪಣೆಗಳಿದ್ದಲ್ಲಿ ಈ ಪ್ರಕಟಣೆ ಪ್ರಕಟವಾದ ದಿನಾಂಕದಿಂದ ಹದಿನೈದು ದಿನಗಳೊಳಗಾಗಿ ಲಿಖಿತವಾಗಿ ಸಲ್ಲಿಸತಕ್ಕದ್ದು. ನಿಗದಿತ ಅವಧಿಯ ನಂತರ ಬಂದ ಆಕ್ಷೇಪಣೆಗಳನ್ನು ಪರಿಗಣಿಸಲಾಗುವುದಿಲ್ಲ. [381, 750, 513, 780]
table-row [367, 1166, 696, 1182]
mmc-phone: Ph: +91-0821-2520512 (Off.), 2520803 (Fax) [730, 497, 918, 506]
col5-body-4: ಈ ಮೂಲಕ ಸಾರ್ವಜನಿಕರಿಗೆ ತಿಳಿಯಪಡಿಸುವುದೇನೆಂದರೆ ಮೇಲ್ಕಂಡ ವಿಷಯಕ್ಕೆ ಸಂಬಂಧಿಸಿದಂತೆ ಆಕ್ಷೇಪಣೆಗಳಿದ್ದಲ್ಲಿ ಈ ಪ್ರಕಟಣೆ ಪ್ರಕಟವಾದ ದಿನಾಂಕದಿಂದ ಹದಿನೈದು ದಿನಗಳೊಳಗಾಗಿ ಲಿಖಿತವಾಗಿ ಸಲ್ಲಿಸತಕ್ಕದ್ದು. ನಿಗದಿತ ಅವಧಿಯ ನಂತರ ಬಂದ ಆಕ್ಷೇಪಣೆಗಳನ್ನು ಪರಿಗಣಿಸಲಾಗುವುದಿಲ್ಲ. [476, 97, 584, 119]
nel-th-area: ವಿಸ್ತೀರ್ಣ (ಎ-ಗು) [196, 803, 234, 813]
mact-body: WHEREAS, the petitioner has filed the above petition before this Hon'ble Court and the same is posted for hearing. You are hereby called upon to appear before this court either in person or through an advocate on the date fixed, failing which the matter will be heard and decided in your absence. [712, 43, 816, 75]
mmc-email[interactable]: E-mail: mmcrimysore@yahoo.com [747, 515, 901, 524]
court-kolar-body-3: WHEREAS, the petitioner has filed the above petition before this Hon'ble Court and the same is posted for hearing. You are hereby called upon to appear before this court either in person or through an advocate on the date fixed, failing which the matter will be heard and decided in your absence. [144, 141, 236, 179]
dba-use: Educational Institutions (ಶೈಕ್ಷಣಿಕ) [607, 1262, 696, 1278]
dba-survey-no: 184 [569, 1198, 590, 1214]
mul-title-kn: ಪಟ್ಟಣ ಪಂಚಾಯತ ಕಾರ್ಯಾಲಯ ಮುಳಗುಂದ-582117 [714, 1056, 862, 1065]
uk-url[interactable]: www.kppp.karnataka.gov.in [714, 793, 817, 801]
public-notice-title: PUBLIC NOTICE [825, 261, 939, 274]
mul-body-4: ಈ ಮೂಲಕ ಸಾರ್ವಜನಿಕರಿಗೆ ತಿಳಿಯಪಡಿಸುವುದೇನೆಂದರೆ ಮೇಲ್ಕಂಡ ವಿಷಯಕ್ಕೆ ಸಂಬಂಧಿಸಿದಂತೆ ಆಕ್ಷೇಪಣೆಗಳಿದ್ದಲ್ಲಿ ಈ ಪ್ರಕಟಣೆ ಪ್ರಕಟವಾದ ದಿನಾಂಕದಿಂದ ಹದಿನೈದು ದಿನಗಳೊಳಗಾಗಿ ಲಿಖಿತವಾಗಿ ಸಲ್ಲಿಸತಕ್ಕದ್ದು. ನಿಗದಿತ ಅವಧಿಯ ನಂತರ ಬಂದ ಆಕ್ಷೇಪಣೆಗಳನ್ನು ಪರಿಗಣಿಸಲಾಗುವುದಿಲ್ಲ. [714, 1205, 934, 1235]
nel-table [14, 802, 344, 831]
change-of-name-body: WHEREAS, the petitioner has filed the above petition before this Hon'ble Court and the same is posted for hearing. You are hereby called upon to appear before this court either in person or through an advocate on the date fixed, failing which the matter will be heard and decided in your absence. [596, 36, 700, 68]
col6l-body-4: ಈ ಮೂಲಕ ಸಾರ್ವಜನಿಕರಿಗೆ ತಿಳಿಯಪಡಿಸುವುದೇನೆಂದರೆ ಮೇಲ್ಕಂಡ ವಿಷಯಕ್ಕೆ ಸಂಬಂಧಿಸಿದಂತೆ ಆಕ್ಷೇಪಣೆಗಳಿದ್ದಲ್ಲಿ ಈ ಪ್ರಕಟಣೆ ಪ್ರಕಟವಾದ ದಿನಾಂಕದಿಂದ ಹದಿನೈದು ದಿನಗಳೊಳಗಾಗಿ ಲಿಖಿತವಾಗಿ ಸಲ್ಲಿಸತಕ್ಕದ್ದು. ನಿಗದಿತ ಅವಧಿಯ ನಂತರ ಬಂದ ಆಕ್ಷೇಪಣೆಗಳನ್ನು ಪರಿಗಣಿಸಲಾಗುವುದಿಲ್ಲ. [596, 449, 700, 471]
col8-body-2: ಈ ಮೂಲಕ ಸಾರ್ವಜನಿಕರಿಗೆ ತಿಳಿಯಪಡಿಸುವುದೇನೆಂದರೆ ಮೇಲ್ಕಂಡ ವಿಷಯಕ್ಕೆ ಸಂಬಂಧಿಸಿದಂತೆ ಆಕ್ಷೇಪಣೆಗಳಿದ್ದಲ್ಲಿ ಈ ಪ್ರಕಟಣೆ ಪ್ರಕಟವಾದ ದಿನಾಂಕದಿಂದ ಹದಿನೈದು ದಿನಗಳೊಳಗಾಗಿ ಲಿಖಿತವಾಗಿ ಸಲ್ಲಿಸತಕ್ಕದ್ದು. ನಿಗದಿತ ಅವಧಿಯ ನಂತರ ಬಂದ ಆಕ್ಷೇಪಣೆಗಳನ್ನು ಪರಿಗಣಿಸಲಾಗುವುದಿಲ್ಲ. [828, 47, 936, 69]
nel-owner: ಶ್ರೀ ಹೆಚ್.ಜೆ. ಹುಚ್ಚಮ್ಮ ಬಿನ್ ಲೇ. ಜವರೇಗೌಡ [15, 813, 103, 831]
magenta-reg-mark-icon [132, 1460, 140, 1468]
court-chief-body-3: WHEREAS, the petitioner has filed the above petition before this Hon'ble Court and the same is posted for hearing. You are hereby called upon to appear before this court either in person or through an advocate on the date fixed, failing which the matter will be heard and decided in your absence. [476, 476, 584, 508]
mul-sub: ಜಿಲ್ಲೆ: ಗದಗ ರಾಜ್ಯ: ಕರ್ನಾಟಕ Dist: Gadag State: Karnataka [710, 1077, 938, 1086]
court-chief-body: WHEREAS, the petitioner has filed the above petition before this Hon'ble Court and the same is posted for hearing. You are hereby called upon to appear before this court either in person or through an advocate on the date fixed, failing which the matter will be heard and decided in your absence. [476, 400, 584, 432]
health-banner: ನೇಮಕಾತಿ ಪ್ರಕಟಣೆ [366, 711, 430, 723]
public-notice-body-3: WHEREAS, the petitioner has filed the above petition before this Hon'ble Court and the same is posted for hearing. You are hereby called upon to appear before this court either in person or through an advocate on the date fixed, failing which the matter will be heard and decided in your absence. [828, 352, 936, 384]
col8-body-1: ಈ ಮೂಲಕ ಸಾರ್ವಜನಿಕರಿಗೆ ತಿಳಿಯಪಡಿಸುವುದೇನೆಂದರೆ ಮೇಲ್ಕಂಡ ವಿಷಯಕ್ಕೆ ಸಂಬಂಧಿಸಿದಂತೆ ಆಕ್ಷೇಪಣೆಗಳಿದ್ದಲ್ಲಿ ಈ ಪ್ರಕಟಣೆ ಪ್ರಕಟವಾದ ದಿನಾಂಕದಿಂದ ಹದಿನೈದು ದಿನಗಳೊಳಗಾಗಿ ಲಿಖಿತವಾಗಿ ಸಲ್ಲಿಸತಕ್ಕದ್ದು. ನಿಗದಿತ ಅವಧಿಯ ನಂತರ ಬಂದ ಆಕ್ಷೇಪಣೆಗಳನ್ನು ಪರಿಗಣಿಸಲಾಗುವುದಿಲ್ಲ. [828, 23, 936, 44]
asst-comm1-body-3: WHEREAS, the petitioner has filed the above petition before this Hon'ble Court and the same is posted for hearing. You are hereby called upon to appear before this court either in person or through an advocate on the date fixed, failing which the matter will be heard and decided in your absence. [596, 241, 700, 273]
mul-url[interactable]: http://www.mulagundatown.mrc.gov.in [714, 1268, 846, 1276]
ads-contact-title: ಜಾಹೀರಾತಿಗಾಗಿ ಸಂಪರ್ಕಿಸಿ [7, 293, 135, 306]
mmc-addr: ಇರ್ವಿನ್ ರಸ್ತೆ, ಮೈಸೂರು-570 001 [778, 488, 870, 496]
missing-person-notice [6, 20, 136, 288]
col5-body-3: ಈ ಮೂಲಕ ಸಾರ್ವಜನಿಕರಿಗೆ ತಿಳಿಯಪಡಿಸುವುದೇನೆಂದರೆ ಮೇಲ್ಕಂಡ ವಿಷಯಕ್ಕೆ ಸಂಬಂಧಿಸಿದಂತೆ ಆಕ್ಷೇಪಣೆಗಳಿದ್ದಲ್ಲಿ ಈ ಪ್ರಕಟಣೆ ಪ್ರಕಟವಾದ ದಿನಾಂಕದಿಂದ ಹದಿನೈದು ದಿನಗಳೊಳಗಾಗಿ ಲಿಖಿತವಾಗಿ ಸಲ್ಲಿಸತಕ್ಕದ್ದು. ನಿಗದಿತ ಅವಧಿಯ ನಂತರ ಬಂದ ಆಕ್ಷೇಪಣೆಗಳನ್ನು ಪರಿಗಣಿಸಲಾಗುವುದಿಲ್ಲ. [476, 72, 584, 94]
pr-engineering-tender [6, 352, 356, 636]
nel-th-village: ಹೋಬಳಿ / ಗ್ರಾಮ [103, 803, 175, 813]
uk-title: ಜಿಲ್ಲಾ ಆರೋಗ್ಯ ಮತ್ತು ಕುಟುಂಬ ಕಲ್ಯಾಣ ಅಧಿಕಾರಿಗಳು, [743, 660, 905, 670]
court-kolar-body: WHEREAS, the petitioner has filed the above petition before this Hon'ble Court and the same is posted for hearing. You are hereby called upon to appear before this court either in person or through an advocate on the date fixed, failing which the matter will be heard and decided in your absence. [144, 51, 236, 88]
mact-title: IN THE COURT OF MOTOR ACCIDENT CLAIMS TRIBUNAL AT BENGALURU [718, 23, 810, 33]
nel-body-4: ಈ ಮೂಲಕ ಸಾರ್ವಜನಿಕರಿಗೆ ತಿಳಿಯಪಡಿಸುವುದೇನೆಂದರೆ ಮೇಲ್ಕಂಡ ವಿಷಯಕ್ಕೆ ಸಂಬಂಧಿಸಿದಂತೆ ಆಕ್ಷೇಪಣೆಗಳಿದ್ದಲ್ಲಿ ಈ ಪ್ರಕಟಣೆ ಪ್ರಕಟವಾದ ದಿನಾಂಕದಿಂದ ಹದಿನೈದು ದಿನಗಳೊಳಗಾಗಿ ಲಿಖಿತವಾಗಿ ಸಲ್ಲಿಸತಕ್ಕದ್ದು. ನಿಗದಿತ ಅವಧಿಯ ನಂತರ ಬಂದ ಆಕ್ಷೇಪಣೆಗಳನ್ನು ಪರಿಗಣಿಸಲಾಗುವುದಿಲ್ಲ. [14, 836, 344, 855]
mmc-web[interactable]: Website: www.mmcri.karnataka.gov.in [736, 506, 912, 515]
doddaballapura-notice [358, 1032, 704, 1454]
dba-survey-no: 42/4 [569, 1294, 590, 1310]
cyan-reg-mark-icon [120, 1460, 128, 1468]
change-of-name-body-2: WHEREAS, the petitioner has filed the above petition before this Hon'ble Court and the same is posted for hearing. You are hereby called upon to appear before this court either in person or through an advocate on the date fixed, failing which the matter will be heard and decided in your absence. [596, 71, 700, 103]
pr-ref: ಸಂಖ್ಯೆ:ಕಾಇ/ಪಂರಾಇಂ/ಯಾ/ಟೆಂ/2024-25/1949 [12, 390, 119, 397]
pr-kw: (ಇ-ಪ್ರೊಕ್ಯೂರ್‌ಮೆಂಟ್ ಮೂಲಕ ಮಾತ್ರ) ಬಿಲ್ಡಿಂಗ್ (KW-4) [110, 424, 252, 432]
nel-body-3: ಈ ಮೂಲಕ ಸಾರ್ವಜನಿಕರಿಗೆ ತಿಳಿಯಪಡಿಸುವುದೇನೆಂದರೆ ಮೇಲ್ಕಂಡ ವಿಷಯಕ್ಕೆ ಸಂಬಂಧಿಸಿದಂತೆ ಆಕ್ಷೇಪಣೆಗಳಿದ್ದಲ್ಲಿ ಈ ಪ್ರಕಟಣೆ ಪ್ರಕಟವಾದ ದಿನಾಂಕದಿಂದ ಹದಿನೈದು ದಿನಗಳೊಳಗಾಗಿ ಲಿಖಿತವಾಗಿ ಸಲ್ಲಿಸತಕ್ಕದ್ದು. ನಿಗದಿತ ಅವಧಿಯ ನಂತರ ಬಂದ ಆಕ್ಷೇಪಣೆಗಳನ್ನು ಪರಿಗಣಿಸಲಾಗುವುದಿಲ್ಲ. [14, 778, 344, 797]
asst-commissioner-notice-1 [592, 142, 704, 368]
mmc-sub: (ಕರ್ನಾಟಕ ಸರ್ಕಾರದ ಸ್ವಾಯತ್ತ ಸಂಸ್ಥೆ) [787, 480, 861, 487]
col6l-body-5: ಈ ಮೂಲಕ ಸಾರ್ವಜನಿಕರಿಗೆ ತಿಳಿಯಪಡಿಸುವುದೇನೆಂದರೆ ಮೇಲ್ಕಂಡ ವಿಷಯಕ್ಕೆ ಸಂಬಂಧಿಸಿದಂತೆ ಆಕ್ಷೇಪಣೆಗಳಿದ್ದಲ್ಲಿ ಈ ಪ್ರಕಟಣೆ ಪ್ರಕಟವಾದ ದಿನಾಂಕದಿಂದ ಹದಿನೈದು ದಿನಗಳೊಳಗಾಗಿ ಲಿಖಿತವಾಗಿ ಸಲ್ಲಿಸತಕ್ಕದ್ದು. ನಿಗದಿತ ಅವಧಿಯ ನಂತರ ಬಂದ ಆಕ್ಷೇಪಣೆಗಳನ್ನು ಪರಿಗಣಿಸಲಾಗುವುದಿಲ್ಲ. [596, 474, 700, 495]
dba-survey-no: 178 [569, 1134, 590, 1150]
dba-survey-no: 183 [569, 1182, 590, 1198]
col3-body-4: ಈ ಮೂಲಕ ಸಾರ್ವಜನಿಕರಿಗೆ ತಿಳಿಯಪಡಿಸುವುದೇನೆಂದರೆ ಮೇಲ್ಕಂಡ ವಿಷಯಕ್ಕೆ ಸಂಬಂಧಿಸಿದಂತೆ ಆಕ್ಷೇಪಣೆಗಳಿದ್ದಲ್ಲಿ ಈ ಪ್ರಕಟಣೆ ಪ್ರಕಟವಾದ ದಿನಾಂಕದಿಂದ ಹದಿನೈದು ದಿನಗಳೊಳಗಾಗಿ ಲಿಖಿತವಾಗಿ ಸಲ್ಲಿಸತಕ್ಕದ್ದು. ನಿಗದಿತ ಅವಧಿಯ ನಂತರ ಬಂದ ಆಕ್ಷೇಪಣೆಗಳನ್ನು ಪರಿಗಣಿಸಲಾಗುವುದಿಲ್ಲ. [248, 97, 350, 119]
dba-use: Educational Institutions (ಶೈಕ್ಷಣಿಕ) [607, 1198, 696, 1214]
cyan-reg-mark-2-icon [780, 1460, 788, 1468]
black-reg-mark-icon [156, 1460, 164, 1468]
nel-body: ಈ ಮೂಲಕ ಸಾರ್ವಜನಿಕರಿಗೆ ತಿಳಿಯಪಡಿಸುವುದೇನೆಂದರೆ ಮೇಲ್ಕಂಡ ವಿಷಯಕ್ಕೆ ಸಂಬಂಧಿಸಿದಂತೆ ಆಕ್ಷೇಪಣೆಗಳಿದ್ದಲ್ಲಿ ಈ ಪ್ರಕಟಣೆ ಪ್ರಕಟವಾದ ದಿನಾಂಕದಿಂದ ಹದಿನೈದು ದಿನಗಳೊಳಗಾಗಿ ಲಿಖಿತವಾಗಿ ಸಲ್ಲಿಸತಕ್ಕದ್ದು. ನಿಗದಿತ ಅವಧಿಯ ನಂತರ ಬಂದ ಆಕ್ಷೇಪಣೆಗಳನ್ನು ಪರಿಗಣಿಸಲಾಗುವುದಿಲ್ಲ. [14, 734, 344, 753]
dba-area: 2-00 [589, 1182, 606, 1198]
pnb-logo: pnb Housing [11, 1055, 68, 1064]
dba-use: Educational Institutions (ಶೈಕ್ಷಣಿಕ) [607, 1150, 696, 1166]
nel-current: ವ್ಯವಸಾಯ [234, 813, 274, 831]
col4l-body-1: ಈ ಮೂಲಕ ಸಾರ್ವಜನಿಕರಿಗೆ ತಿಳಿಯಪಡಿಸುವುದೇನೆಂದರೆ ಮೇಲ್ಕಂಡ ವಿಷಯಕ್ಕೆ ಸಂಬಂಧಿಸಿದಂತೆ ಆಕ್ಷೇಪಣೆಗಳಿದ್ದಲ್ಲಿ ಈ ಪ್ರಕಟಣೆ ಪ್ರಕಟವಾದ ದಿನಾಂಕದಿಂದ ಹದಿನೈದು ದಿನಗಳೊಳಗಾಗಿ ಲಿಖಿತವಾಗಿ ಸಲ್ಲಿಸತಕ್ಕದ್ದು. ನಿಗದಿತ ಅವಧಿಯ ನಂತರ ಬಂದ ಆಕ್ಷೇಪಣೆಗಳನ್ನು ಪರಿಗಣಿಸಲಾಗುವುದಿಲ್ಲ. [362, 355, 464, 376]
nel-title: ನೆಲಮಂಗಲ ಯೋಜನಾ ಪ್ರಾಧಿಕಾರ [8, 650, 350, 676]
dba-survey-no: 221 [569, 1278, 590, 1294]
court-chief-case: Crl. Mis. No. 57/2024 [497, 392, 563, 398]
dba-survey-no: 185/2 [569, 1230, 590, 1246]
dba-area: 1-00 [589, 1118, 606, 1134]
uk-date: ದಿನಾಂಕ: 11-02-2025 [881, 694, 934, 700]
mact-body-2: WHEREAS, the petitioner has filed the above petition before this Hon'ble Court and the same is posted for hearing. You are hereby called upon to appear before this court either in person or through an advocate on the date fixed, failing which the matter will be heard and decided in your absence. [712, 78, 816, 110]
dba-row-no: 12 [367, 1294, 379, 1310]
pnb-housing-notice [6, 1052, 352, 1454]
nel-phone: ದೂರವಾಣಿ: 9663046622 [14, 688, 83, 696]
legal-notice-col8 [824, 20, 940, 256]
dba-area: 1-06 [589, 1246, 606, 1262]
missing-title: ಬೇಕಾಗಿದ್ದಾರೆ [7, 21, 135, 32]
mul-body: ಈ ಮೂಲಕ ಸಾರ್ವಜನಿಕರಿಗೆ ತಿಳಿಯಪಡಿಸುವುದೇನೆಂದರೆ ಮೇಲ್ಕಂಡ ವಿಷಯಕ್ಕೆ ಸಂಬಂಧಿಸಿದಂತೆ ಆಕ್ಷೇಪಣೆಗಳಿದ್ದಲ್ಲಿ ಈ ಪ್ರಕಟಣೆ ಪ್ರಕಟವಾದ ದಿನಾಂಕದಿಂದ ಹದಿನೈದು ದಿನಗಳೊಳಗಾಗಿ ಲಿಖಿತವಾಗಿ ಸಲ್ಲಿಸತಕ್ಕದ್ದು. ನಿಗದಿತ ಅವಧಿಯ ನಂತರ ಬಂದ ಆಕ್ಷೇಪಣೆಗಳನ್ನು ಪರಿಗಣಿಸಲಾಗುವುದಿಲ್ಲ. [714, 1109, 934, 1138]
table-row [367, 1262, 696, 1278]
dba-row-no: 9 [367, 1246, 379, 1262]
pnb-intro: ಈ ಮೂಲಕ ಸಾರ್ವಜನಿಕರಿಗೆ ತಿಳಿಯಪಡಿಸುವುದೇನೆಂದರೆ ಮೇಲ್ಕಂಡ ವಿಷಯಕ್ಕೆ ಸಂಬಂಧಿಸಿದಂತೆ ಆಕ್ಷೇಪಣೆಗಳಿದ್ದಲ್ಲಿ ಈ ಪ್ರಕಟಣೆ ಪ್ರಕಟವಾದ ದಿನಾಂಕದಿಂದ ಹದಿನೈದು ದಿನಗಳೊಳಗಾಗಿ ಲಿಖಿತವಾಗಿ ಸಲ್ಲಿಸತಕ್ಕದ್ದು. ನಿಗದಿತ ಅವಧಿಯ ನಂತರ ಬಂದ ಆಕ್ಷೇಪಣೆಗಳನ್ನು ಪರಿಗಣಿಸಲಾಗುವುದಿಲ್ಲ. [10, 1078, 332, 1088]
pnb-table [10, 1090, 348, 1411]
dba-row-no: 10 [367, 1262, 379, 1278]
col3-body-3: ಈ ಮೂಲಕ ಸಾರ್ವಜನಿಕರಿಗೆ ತಿಳಿಯಪಡಿಸುವುದೇನೆಂದರೆ ಮೇಲ್ಕಂಡ ವಿಷಯಕ್ಕೆ ಸಂಬಂಧಿಸಿದಂತೆ ಆಕ್ಷೇಪಣೆಗಳಿದ್ದಲ್ಲಿ ಈ ಪ್ರಕಟಣೆ ಪ್ರಕಟವಾದ ದಿನಾಂಕದಿಂದ ಹದಿನೈದು ದಿನಗಳೊಳಗಾಗಿ ಲಿಖಿತವಾಗಿ ಸಲ್ಲಿಸತಕ್ಕದ್ದು. ನಿಗದಿತ ಅವಧಿಯ ನಂತರ ಬಂದ ಆಕ್ಷೇಪಣೆಗಳನ್ನು ಪರಿಗಣಿಸಲಾಗುವುದಿಲ್ಲ. [248, 72, 350, 94]
col8-body-3: ಈ ಮೂಲಕ ಸಾರ್ವಜನಿಕರಿಗೆ ತಿಳಿಯಪಡಿಸುವುದೇನೆಂದರೆ ಮೇಲ್ಕಂಡ ವಿಷಯಕ್ಕೆ ಸಂಬಂಧಿಸಿದಂತೆ ಆಕ್ಷೇಪಣೆಗಳಿದ್ದಲ್ಲಿ ಈ ಪ್ರಕಟಣೆ ಪ್ರಕಟವಾದ ದಿನಾಂಕದಿಂದ ಹದಿನೈದು ದಿನಗಳೊಳಗಾಗಿ ಲಿಖಿತವಾಗಿ ಸಲ್ಲಿಸತಕ್ಕದ್ದು. ನಿಗದಿತ ಅವಧಿಯ ನಂತರ ಬಂದ ಆಕ್ಷೇಪಣೆಗಳನ್ನು ಪರಿಗಣಿಸಲಾಗುವುದಿಲ್ಲ. [828, 72, 936, 94]
court-kolar-body-2: WHEREAS, the petitioner has filed the above petition before this Hon'ble Court and the same is posted for hearing. You are hereby called upon to appear before this court either in person or through an advocate on the date fixed, failing which the matter will be heard and decided in your absence. [144, 101, 236, 138]
nel-survey: 147/3 [174, 813, 195, 822]
nel-area: 01-00 [196, 813, 234, 822]
uk-sub2: (ಇ-ಪ್ರೊಕ್ಯೂರ್‌ಮೆಂಟ್ ಪೋರ್ಟಲ್ ಮುಖಾಂತರ ಮಾತ್ರ) [770, 721, 878, 728]
health-addr: ಬೆಂಗಳೂರು ನಗರ ಜಿಲ್ಲೆ, ಹಳೇ ಟಿ.ಬಿ ಆಸ್ಪತ್ರೆ ಆವರಣ, ಕೆ.ಜಿ ರಸ್ತೆ, ಬೆಂಗಳೂರು - 38. [360, 682, 702, 692]
health-date: ದಿನಾಂಕ: 13.02.2025 [643, 694, 696, 701]
table-row [367, 1182, 696, 1198]
table-row [11, 1091, 348, 1155]
mysore-medical-tender [708, 466, 940, 636]
dba-survey-no: 220 [569, 1262, 590, 1278]
mmc-banner: ಅಲ್ಪಾವಧಿ ಟೆಂಡರ್ ಅಧಿಸೂಚನೆ [776, 542, 873, 554]
mmc-title: ಮೈಸೂರು ವೈದ್ಯಕೀಯ ಕಾಲೇಜು ಮತ್ತು ಸಂಶೋಧನಾ ಸಂಸ್ಥೆ [740, 470, 908, 480]
col4l-body-2: ಈ ಮೂಲಕ ಸಾರ್ವಜನಿಕರಿಗೆ ತಿಳಿಯಪಡಿಸುವುದೇನೆಂದರೆ ಮೇಲ್ಕಂಡ ವಿಷಯಕ್ಕೆ ಸಂಬಂಧಿಸಿದಂತೆ ಆಕ್ಷೇಪಣೆಗಳಿದ್ದಲ್ಲಿ ಈ ಪ್ರಕಟಣೆ ಪ್ರಕಟವಾದ ದಿನಾಂಕದಿಂದ ಹದಿನೈದು ದಿನಗಳೊಳಗಾಗಿ ಲಿಖಿತವಾಗಿ ಸಲ್ಲಿಸತಕ್ಕದ್ದು. ನಿಗದಿತ ಅವಧಿಯ ನಂತರ ಬಂದ ಆಕ್ಷೇಪಣೆಗಳನ್ನು ಪರಿಗಣಿಸಲಾಗುವುದಿಲ್ಲ. [362, 379, 464, 401]
asst-comm1-title: BEFORE THE ASSISTANT COMMISSIONER, BENGALURU SOUTH SUB-DIVISION, K. G. ROAD, AT BENGALURU-560 009. [596, 145, 700, 160]
page-header [0, 0, 945, 14]
public-notice-body-2: WHEREAS, the petitioner has filed the above petition before this Hon'ble Court and the same is posted for hearing. You are hereby called upon to appear before this court either in person or through an advocate on the date fixed, failing which the matter will be heard and decided in your absence. [828, 317, 936, 349]
pnb-row-4: ಈ ಮೂಲಕ ಸಾರ್ವಜನಿಕರಿಗೆ ತಿಳಿಯಪಡಿಸುವುದೇನೆಂದರೆ ಮೇಲ್ಕಂಡ ವಿಷಯಕ್ಕೆ ಸಂಬಂಧಿಸಿದಂತೆ ಆಕ್ಷೇಪಣೆಗಳಿದ್ದಲ್ಲಿ ಈ ಪ್ರಕಟಣೆ ಪ್ರಕಟವಾದ ದಿನಾಂಕದಿಂದ ಹದಿನೈದು ದಿನಗಳೊಳಗಾಗಿ ಲಿಖಿತವಾಗಿ ಸಲ್ಲಿಸತಕ್ಕದ್ದು. ನಿಗದಿತ ಅವಧಿಯ ನಂತರ ಬಂದ ಆಕ್ಷೇಪಣೆಗಳನ್ನು ಪರಿಗಣಿಸಲಾಗುವುದಿಲ್ಲ. [103, 1284, 271, 1292]
pr-title: ಪಂಚಾಯತ್ ರಾಜ್ ಇಂಜಿನಿಯರಿಂಗ್ ವಿಭಾಗ, ಯಾದಗಿರಿ. [78, 371, 284, 384]
health-body: ಈ ಮೂಲಕ ಸಾರ್ವಜನಿಕರಿಗೆ ತಿಳಿಯಪಡಿಸುವುದೇನೆಂದರೆ ಮೇಲ್ಕಂಡ ವಿಷಯಕ್ಕೆ ಸಂಬಂಧಿಸಿದಂತೆ ಆಕ್ಷೇಪಣೆಗಳಿದ್ದಲ್ಲಿ ಈ ಪ್ರಕಟಣೆ ಪ್ರಕಟವಾದ ದಿನಾಂಕದಿಂದ ಹದಿನೈದು ದಿನಗಳೊಳಗಾಗಿ ಲಿಖಿತವಾಗಿ ಸಲ್ಲಿಸತಕ್ಕದ್ದು. ನಿಗದಿತ ಅವಧಿಯ ನಂತರ ಬಂದ ಆಕ್ಷೇಪಣೆಗಳನ್ನು ಪರಿಗಣಿಸಲಾಗುವುದಿಲ್ಲ. [366, 726, 696, 741]
asst-comm1-case: RA No.(A) 918/2024 [614, 162, 682, 169]
uk-banner: ಟೆಂಡರ್ ಪ್ರಕಟಣೆ [794, 709, 854, 721]
col4-body-4: ಈ ಮೂಲಕ ಸಾರ್ವಜನಿಕರಿಗೆ ತಿಳಿಯಪಡಿಸುವುದೇನೆಂದರೆ ಮೇಲ್ಕಂಡ ವಿಷಯಕ್ಕೆ ಸಂಬಂಧಿಸಿದಂತೆ ಆಕ್ಷೇಪಣೆಗಳಿದ್ದಲ್ಲಿ ಈ ಪ್ರಕಟಣೆ ಪ್ರಕಟವಾದ ದಿನಾಂಕದಿಂದ ಹದಿನೈದು ದಿನಗಳೊಳಗಾಗಿ ಲಿಖಿತವಾಗಿ ಸಲ್ಲಿಸತಕ್ಕದ್ದು. ನಿಗದಿತ ಅವಧಿಯ ನಂತರ ಬಂದ ಆಕ್ಷೇಪಣೆಗಳನ್ನು ಪರಿಗಣಿಸಲಾಗುವುದಿಲ್ಲ. [362, 97, 464, 119]
dba-area: 1-00 [589, 1166, 606, 1182]
dba-row-no: 2 [367, 1134, 379, 1150]
court-notice-kolar [140, 20, 240, 348]
dba-addr: ಎಸ್.ಎಸ್. ಕಾಂಪ್ಲೆಕ್ಸ್, ದೊಡ್ಡಬಳ್ಳಾಪುರ-561203. ದೂರವಾಣಿ: 080-29562046 [444, 1051, 618, 1058]
table-row [15, 813, 344, 822]
nel-th-current: ಪ್ರಸ್ತುತ ಉಪಯೋಗ [234, 803, 274, 813]
table-row [367, 1230, 696, 1246]
table-row [367, 1150, 696, 1166]
public-notice-body: WHEREAS, the petitioner has filed the above petition before this Hon'ble Court and the same is posted for hearing. You are hereby called upon to appear before this court either in person or through an advocate on the date fixed, failing which the matter will be heard and decided in your absence. [828, 276, 936, 308]
nel-email[interactable]: ಇ-ಮೇಲ್: nelamangala.pa@gmail.com [225, 688, 344, 696]
dba-area: 2-00 [589, 1134, 606, 1150]
nel-ref: ಸಂಖ್ಯೆ: ನೆಯೋಪ್ರಾ/CLU/76/2024-25 [14, 701, 113, 709]
mul-body-3: ಈ ಮೂಲಕ ಸಾರ್ವಜನಿಕರಿಗೆ ತಿಳಿಯಪಡಿಸುವುದೇನೆಂದರೆ ಮೇಲ್ಕಂಡ ವಿಷಯಕ್ಕೆ ಸಂಬಂಧಿಸಿದಂತೆ ಆಕ್ಷೇಪಣೆಗಳಿದ್ದಲ್ಲಿ ಈ ಪ್ರಕಟಣೆ ಪ್ರಕಟವಾದ ದಿನಾಂಕದಿಂದ ಹದಿನೈದು ದಿನಗಳೊಳಗಾಗಿ ಲಿಖಿತವಾಗಿ ಸಲ್ಲಿಸತಕ್ಕದ್ದು. ನಿಗದಿತ ಅವಧಿಯ ನಂತರ ಬಂದ ಆಕ್ಷೇಪಣೆಗಳನ್ನು ಪರಿಗಣಿಸಲಾಗುವುದಿಲ್ಲ. [714, 1174, 934, 1203]
table-row [367, 1294, 696, 1310]
dba-area: 1-00 [589, 1198, 606, 1214]
dba-survey-no: 219 [569, 1246, 590, 1262]
col4-body-5: ಈ ಮೂಲಕ ಸಾರ್ವಜನಿಕರಿಗೆ ತಿಳಿಯಪಡಿಸುವುದೇನೆಂದರೆ ಮೇಲ್ಕಂಡ ವಿಷಯಕ್ಕೆ ಸಂಬಂಧಿಸಿದಂತೆ ಆಕ್ಷೇಪಣೆಗಳಿದ್ದಲ್ಲಿ ಈ ಪ್ರಕಟಣೆ ಪ್ರಕಟವಾದ ದಿನಾಂಕದಿಂದ ಹದಿನೈದು ದಿನಗಳೊಳಗಾಗಿ ಲಿಖಿತವಾಗಿ ಸಲ್ಲಿಸತಕ್ಕದ್ದು. ನಿಗದಿತ ಅವಧಿಯ ನಂತರ ಬಂದ ಆಕ್ಷೇಪಣೆಗಳನ್ನು ಪರಿಗಣಿಸಲಾಗುವುದಿಲ್ಲ. [362, 122, 464, 143]
asst-comm2-title: BEFORE THE ASSISTANT COMMISSIONER, BENGALURU SOUTH SUB-DIVISION, K. G. ROAD, AT BENGALURU-560 009. [712, 245, 816, 260]
missing-body: ಈ ಮೂಲಕ ಸಾರ್ವಜನಿಕರಿಗೆ ತಿಳಿಯಪಡಿಸುವುದೇನೆಂದರೆ ಮೇಲ್ಕಂಡ ವಿಷಯಕ್ಕೆ ಸಂಬಂಧಿಸಿದಂತೆ ಆಕ್ಷೇಪಣೆಗಳಿದ್ದಲ್ಲಿ ಈ ಪ್ರಕಟಣೆ ಪ್ರಕಟವಾದ ದಿನಾಂಕದಿಂದ ಹದಿನೈದು ದಿನಗಳೊಳಗಾಗಿ ಲಿಖಿತವಾಗಿ ಸಲ್ಲಿಸತಕ್ಕದ್ದು. ನಿಗದಿತ ಅವಧಿಯ ನಂತರ ಬಂದ ಆಕ್ಷೇಪಣೆಗಳನ್ನು ಪರಿಗಣಿಸಲಾಗುವುದಿಲ್ಲ. [10, 34, 132, 50]
nel-area-2: 00-13 ¼ [196, 822, 234, 831]
header-date: 14 ಫೆಬ್ರವರಿ 2025 [120, 1, 184, 11]
legal-notice-col6-lower [592, 372, 704, 636]
table-row [11, 1283, 348, 1347]
mact-case: E.C.A No. 09/2024 [736, 35, 792, 41]
dba-use: Educational Institutions (ಶೈಕ್ಷಣಿಕ) [607, 1246, 696, 1262]
uttara-kannada-tender [708, 648, 940, 1048]
health-table [366, 747, 696, 908]
mul-banner: ಅಲ್ಪಾವಧಿ ಮರು ಟೆಂಡರ್ ಪ್ರಕಟಣೆ [710, 1095, 938, 1106]
health-reserve-3: GM PH-1 [593, 828, 617, 835]
header-section: ಜಾಹೀರಾತು [440, 0, 478, 11]
dba-banner: ಪ್ರಕಟಣೆ [513, 1080, 549, 1092]
health-gov: ರಾಷ್ಟ್ರೀಯ ಆರೋಗ್ಯ ಅಭಿಯಾನ [514, 654, 574, 662]
yellow-reg-mark-icon [144, 1460, 152, 1468]
nel-sign: ನಗರ ಮತ್ತು ಗ್ರಾಮಾಂತರ ಯೋಜನೆ ಹಾಗೂ ಸದಸ್ಯ-ಕಾರ್ಯದರ್ಶಿ, ನೆಲಮಂಗಲ ಯೋಜನಾ ಪ್ರಾಧಿಕಾರ, ನೆಲಮಂಗಲ. [58, 881, 300, 889]
table-row [367, 1278, 696, 1294]
dba-use: Educational Institutions (ಶೈಕ್ಷಣಿಕ) [607, 1278, 696, 1294]
col3-body-6: ಈ ಮೂಲಕ ಸಾರ್ವಜನಿಕರಿಗೆ ತಿಳಿಯಪಡಿಸುವುದೇನೆಂದರೆ ಮೇಲ್ಕಂಡ ವಿಷಯಕ್ಕೆ ಸಂಬಂಧಿಸಿದಂತೆ ಆಕ್ಷೇಪಣೆಗಳಿದ್ದಲ್ಲಿ ಈ ಪ್ರಕಟಣೆ ಪ್ರಕಟವಾದ ದಿನಾಂಕದಿಂದ ಹದಿನೈದು ದಿನಗಳೊಳಗಾಗಿ ಲಿಖಿತವಾಗಿ ಸಲ್ಲಿಸತಕ್ಕದ್ದು. ನಿಗದಿತ ಅವಧಿಯ ನಂತರ ಬಂದ ಆಕ್ಷೇಪಣೆಗಳನ್ನು ಪರಿಗಣಿಸಲಾಗುವುದಿಲ್ಲ. [248, 147, 350, 168]
health-reserve-4: Cat(1) WM-1 [587, 837, 623, 844]
col3-body-5: ಈ ಮೂಲಕ ಸಾರ್ವಜನಿಕರಿಗೆ ತಿಳಿಯಪಡಿಸುವುದೇನೆಂದರೆ ಮೇಲ್ಕಂಡ ವಿಷಯಕ್ಕೆ ಸಂಬಂಧಿಸಿದಂತೆ ಆಕ್ಷೇಪಣೆಗಳಿದ್ದಲ್ಲಿ ಈ ಪ್ರಕಟಣೆ ಪ್ರಕಟವಾದ ದಿನಾಂಕದಿಂದ ಹದಿನೈದು ದಿನಗಳೊಳಗಾಗಿ ಲಿಖಿತವಾಗಿ ಸಲ್ಲಿಸತಕ್ಕದ್ದು. ನಿಗದಿತ ಅವಧಿಯ ನಂತರ ಬಂದ ಆಕ್ಷೇಪಣೆಗಳನ್ನು ಪರಿಗಣಿಸಲಾಗುವುದಿಲ್ಲ. [248, 122, 350, 143]
health-sign: ಜಿಲ್ಲಾ ಆರೋಗ್ಯ ಮತ್ತು ಕುಟುಂಬ ಕಲ್ಯಾಣ ಅಧಿಕಾರಿಗಳು, ಬೆಂಗಳೂರು ನಗರ ಜಿಲ್ಲೆ [453, 934, 609, 941]
mulgund-tender [708, 1052, 940, 1454]
asst-comm2-body-2: WHEREAS, the petitioner has filed the above petition before this Hon'ble Court and the same is posted for hearing. You are hereby called upon to appear before this court either in person or through an advocate on the date fixed, failing which the matter will be heard and decided in your absence. [712, 306, 816, 338]
dba-row-no: 11 [367, 1278, 379, 1294]
col4l-body-3: ಈ ಮೂಲಕ ಸಾರ್ವಜನಿಕರಿಗೆ ತಿಳಿಯಪಡಿಸುವುದೇನೆಂದರೆ ಮೇಲ್ಕಂಡ ವಿಷಯಕ್ಕೆ ಸಂಬಂಧಿಸಿದಂತೆ ಆಕ್ಷೇಪಣೆಗಳಿದ್ದಲ್ಲಿ ಈ ಪ್ರಕಟಣೆ ಪ್ರಕಟವಾದ ದಿನಾಂಕದಿಂದ ಹದಿನೈದು ದಿನಗಳೊಳಗಾಗಿ ಲಿಖಿತವಾಗಿ ಸಲ್ಲಿಸತಕ್ಕದ್ದು. ನಿಗದಿತ ಅವಧಿಯ ನಂತರ ಬಂದ ಆಕ್ಷೇಪಣೆಗಳನ್ನು ಪರಿಗಣಿಸಲಾಗುವುದಿಲ್ಲ. [362, 404, 464, 426]
dba-use: Educational Institutions (ಶೈಕ್ಷಣಿಕ) [607, 1214, 696, 1230]
court-kolar-case: MA.NO.9/2024 [169, 43, 211, 49]
dba-row-no: 1 [367, 1118, 379, 1134]
mul-sign: ಸಹಿ/-(ಮುಖ್ಯಾಧಿಕಾರಿಗಳು) ಪಟ್ಟಣ ಪಂಚಾಯತ ಮುಳಗುಂದ [765, 1278, 883, 1286]
pr-sign: ಸಹಿ/-ಕಾರ್ಯನಿರ್ವಾಹಕ ಇಂಜಿನಿಯರು, ಪಂಚಾಯತ್ ರಾಜ್ ಇಂಜಿನಿಯರಿಂಗ್ ವಿಭಾಗ, ಯಾದಗಿರಿ. [86, 525, 276, 532]
nel-village: ನೆಲಮಂಗಲ / ಕಸಬಾ / ಮಂಚೇನಹಳ್ಳಿ [103, 813, 175, 831]
col3-body-2: ಈ ಮೂಲಕ ಸಾರ್ವಜನಿಕರಿಗೆ ತಿಳಿಯಪಡಿಸುವುದೇನೆಂದರೆ ಮೇಲ್ಕಂಡ ವಿಷಯಕ್ಕೆ ಸಂಬಂಧಿಸಿದಂತೆ ಆಕ್ಷೇಪಣೆಗಳಿದ್ದಲ್ಲಿ ಈ ಪ್ರಕಟಣೆ ಪ್ರಕಟವಾದ ದಿನಾಂಕದಿಂದ ಹದಿನೈದು ದಿನಗಳೊಳಗಾಗಿ ಲಿಖಿತವಾಗಿ ಸಲ್ಲಿಸತಕ್ಕದ್ದು. ನಿಗದಿತ ಅವಧಿಯ ನಂತರ ಬಂದ ಆಕ್ಷೇಪಣೆಗಳನ್ನು ಪರಿಗಣಿಸಲಾಗುವುದಿಲ್ಲ. [248, 47, 350, 69]
table-row [11, 1219, 348, 1283]
mmc-url[interactable]: http://kppp.karnataka.gov.in [714, 580, 799, 587]
uk-body-2: ಈ ಮೂಲಕ ಸಾರ್ವಜನಿಕರಿಗೆ ತಿಳಿಯಪಡಿಸುವುದೇನೆಂದರೆ ಮೇಲ್ಕಂಡ ವಿಷಯಕ್ಕೆ ಸಂಬಂಧಿಸಿದಂತೆ ಆಕ್ಷೇಪಣೆಗಳಿದ್ದಲ್ಲಿ ಈ ಪ್ರಕಟಣೆ ಪ್ರಕಟವಾದ ದಿನಾಂಕದಿಂದ ಹದಿನೈದು ದಿನಗಳೊಳಗಾಗಿ ಲಿಖಿತವಾಗಿ ಸಲ್ಲಿಸತಕ್ಕದ್ದು. ನಿಗದಿತ ಅವಧಿಯ ನಂತರ ಬಂದ ಆಕ್ಷೇಪಣೆಗಳನ್ನು ಪರಿಗಣಿಸಲಾಗುವುದಿಲ್ಲ. [714, 764, 934, 791]
pr-body: ಈ ಮೂಲಕ ಸಾರ್ವಜನಿಕರಿಗೆ ತಿಳಿಯಪಡಿಸುವುದೇನೆಂದರೆ ಮೇಲ್ಕಂಡ ವಿಷಯಕ್ಕೆ ಸಂಬಂಧಿಸಿದಂತೆ ಆಕ್ಷೇಪಣೆಗಳಿದ್ದಲ್ಲಿ ಈ ಪ್ರಕಟಣೆ ಪ್ರಕಟವಾದ ದಿನಾಂಕದಿಂದ ಹದಿನೈದು ದಿನಗಳೊಳಗಾಗಿ ಲಿಖಿತವಾಗಿ ಸಲ್ಲಿಸತಕ್ಕದ್ದು. ನಿಗದಿತ ಅವಧಿಯ ನಂತರ ಬಂದ ಆಕ್ಷೇಪಣೆಗಳನ್ನು ಪರಿಗಣಿಸಲಾಗುವುದಿಲ್ಲ. [14, 436, 348, 455]
mact-body-3: WHEREAS, the petitioner has filed the above petition before this Hon'ble Court and the same is posted for hearing. You are hereby called upon to appear before this court either in person or through an advocate on the date fixed, failing which the matter will be heard and decided in your absence. [712, 113, 816, 145]
col5-body-1: ಈ ಮೂಲಕ ಸಾರ್ವಜನಿಕರಿಗೆ ತಿಳಿಯಪಡಿಸುವುದೇನೆಂದರೆ ಮೇಲ್ಕಂಡ ವಿಷಯಕ್ಕೆ ಸಂಬಂಧಿಸಿದಂತೆ ಆಕ್ಷೇಪಣೆಗಳಿದ್ದಲ್ಲಿ ಈ ಪ್ರಕಟಣೆ ಪ್ರಕಟವಾದ ದಿನಾಂಕದಿಂದ ಹದಿನೈದು ದಿನಗಳೊಳಗಾಗಿ ಲಿಖಿತವಾಗಿ ಸಲ್ಲಿಸತಕ್ಕದ್ದು. ನಿಗದಿತ ಅವಧಿಯ ನಂತರ ಬಂದ ಆಕ್ಷೇಪಣೆಗಳನ್ನು ಪರಿಗಣಿಸಲಾಗುವುದಿಲ್ಲ. [476, 23, 584, 44]
court-chief-body-4: WHEREAS, the petitioner has filed the above petition before this Hon'ble Court and the same is posted for hearing. You are hereby called upon to appear before this court either in person or through an advocate on the date fixed, failing which the matter will be heard and decided in your absence. [476, 511, 584, 543]
asst-comm2-body: WHEREAS, the petitioner has filed the above petition before this Hon'ble Court and the same is posted for hearing. You are hereby called upon to appear before this court either in person or through an advocate on the date fixed, failing which the matter will be heard and decided in your absence. [712, 271, 816, 303]
pr-date: ದಿನಾಂಕ:12.02.2025 [298, 390, 350, 397]
uk-dipr: DIPR/UKD/KMCA/89/24-25 dt:13.02.2025 [714, 893, 806, 898]
dba-survey-no: 182 [569, 1166, 590, 1182]
dba-area: 1-00 [589, 1214, 606, 1230]
col3-body-1: ಈ ಮೂಲಕ ಸಾರ್ವಜನಿಕರಿಗೆ ತಿಳಿಯಪಡಿಸುವುದೇನೆಂದರೆ ಮೇಲ್ಕಂಡ ವಿಷಯಕ್ಕೆ ಸಂಬಂಧಿಸಿದಂತೆ ಆಕ್ಷೇಪಣೆಗಳಿದ್ದಲ್ಲಿ ಈ ಪ್ರಕಟಣೆ ಪ್ರಕಟವಾದ ದಿನಾಂಕದಿಂದ ಹದಿನೈದು ದಿನಗಳೊಳಗಾಗಿ ಲಿಖಿತವಾಗಿ ಸಲ್ಲಿಸತಕ್ಕದ್ದು. ನಿಗದಿತ ಅವಧಿಯ ನಂತರ ಬಂದ ಆಕ್ಷೇಪಣೆಗಳನ್ನು ಪರಿಗಣಿಸಲಾಗುವುದಿಲ್ಲ. [248, 23, 350, 44]
col5-body-7: ಈ ಮೂಲಕ ಸಾರ್ವಜನಿಕರಿಗೆ ತಿಳಿಯಪಡಿಸುವುದೇನೆಂದರೆ ಮೇಲ್ಕಂಡ ವಿಷಯಕ್ಕೆ ಸಂಬಂಧಿಸಿದಂತೆ ಆಕ್ಷೇಪಣೆಗಳಿದ್ದಲ್ಲಿ ಈ ಪ್ರಕಟಣೆ ಪ್ರಕಟವಾದ ದಿನಾಂಕದಿಂದ ಹದಿನೈದು ದಿನಗಳೊಳಗಾಗಿ ಲಿಖಿತವಾಗಿ ಸಲ್ಲಿಸತಕ್ಕದ್ದು. ನಿಗದಿತ ಅವಧಿಯ ನಂತರ ಬಂದ ಆಕ್ಷೇಪಣೆಗಳನ್ನು ಪರಿಗಣಿಸಲಾಗುವುದಿಲ್ಲ. [476, 171, 584, 193]
col4l-body-5: ಈ ಮೂಲಕ ಸಾರ್ವಜನಿಕರಿಗೆ ತಿಳಿಯಪಡಿಸುವುದೇನೆಂದರೆ ಮೇಲ್ಕಂಡ ವಿಷಯಕ್ಕೆ ಸಂಬಂಧಿಸಿದಂತೆ ಆಕ್ಷೇಪಣೆಗಳಿದ್ದಲ್ಲಿ ಈ ಪ್ರಕಟಣೆ ಪ್ರಕಟವಾದ ದಿನಾಂಕದಿಂದ ಹದಿನೈದು ದಿನಗಳೊಳಗಾಗಿ ಲಿಖಿತವಾಗಿ ಸಲ್ಲಿಸತಕ್ಕದ್ದು. ನಿಗದಿತ ಅವಧಿಯ ನಂತರ ಬಂದ ಆಕ್ಷೇಪಣೆಗಳನ್ನು ಪರಿಗಣಿಸಲಾಗುವುದಿಲ್ಲ. [362, 454, 464, 475]
col6l-body-3: ಈ ಮೂಲಕ ಸಾರ್ವಜನಿಕರಿಗೆ ತಿಳಿಯಪಡಿಸುವುದೇನೆಂದರೆ ಮೇಲ್ಕಂಡ ವಿಷಯಕ್ಕೆ ಸಂಬಂಧಿಸಿದಂತೆ ಆಕ್ಷೇಪಣೆಗಳಿದ್ದಲ್ಲಿ ಈ ಪ್ರಕಟಣೆ ಪ್ರಕಟವಾದ ದಿನಾಂಕದಿಂದ ಹದಿನೈದು ದಿನಗಳೊಳಗಾಗಿ ಲಿಖಿತವಾಗಿ ಸಲ್ಲಿಸತಕ್ಕದ್ದು. ನಿಗದಿತ ಅವಧಿಯ ನಂತರ ಬಂದ ಆಕ್ಷೇಪಣೆಗಳನ್ನು ಪರಿಗಣಿಸಲಾಗುವುದಿಲ್ಲ. [596, 424, 700, 446]
court-kolar-by-order: BY ORDER OF THE COURT [154, 180, 226, 187]
